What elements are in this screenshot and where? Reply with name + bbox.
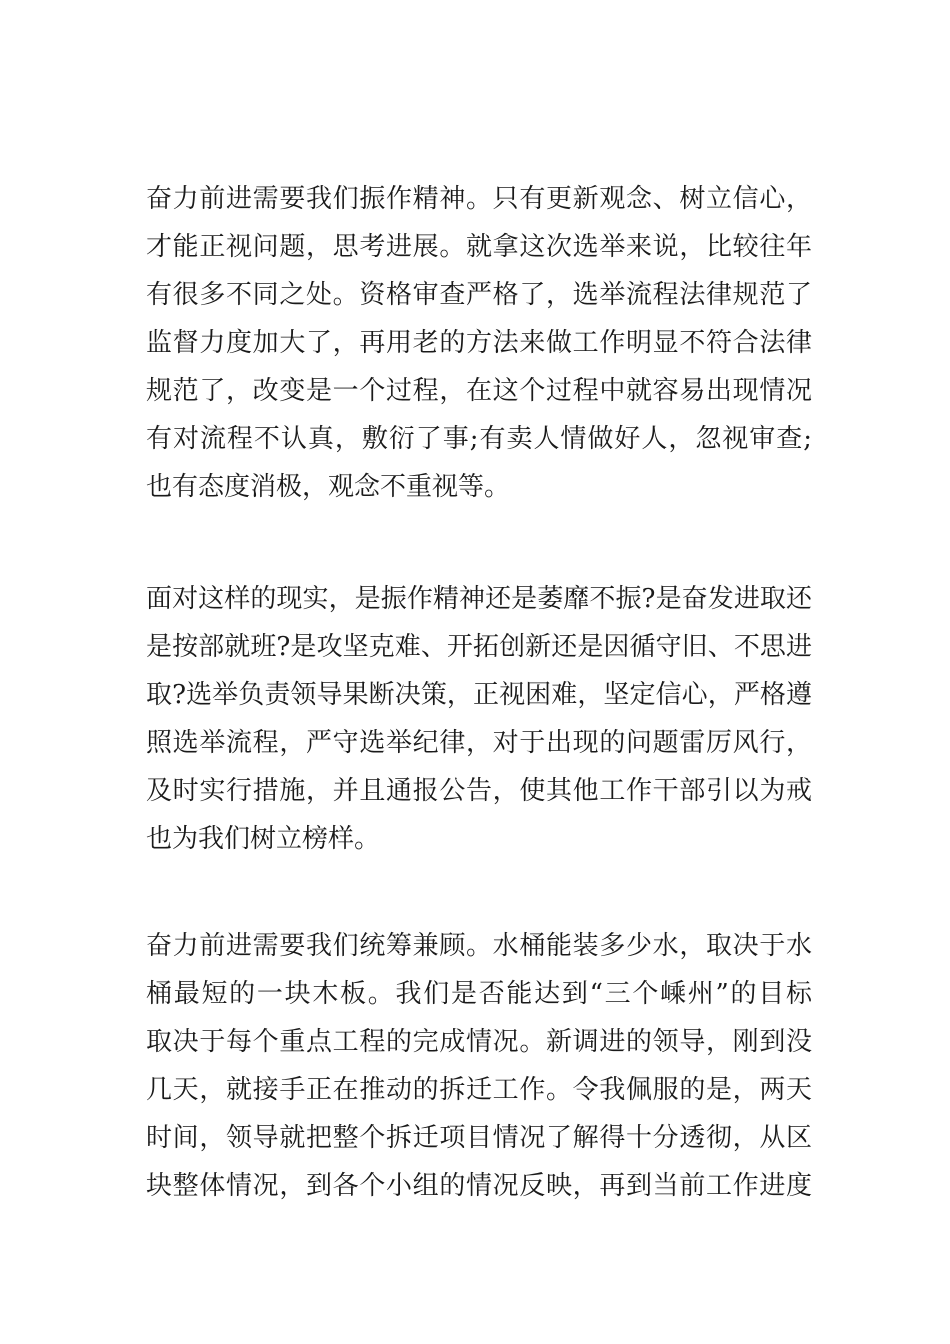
- text-line: 才能正视问题，思考进展。就拿这次选举来说，比较往年: [146, 232, 812, 262]
- text-line: 取?选举负责领导果断决策，正视困难，坚定信心，严格遵: [146, 680, 812, 710]
- paragraph-2: [146, 575, 812, 863]
- text-line: 规范了，改变是一个过程，在这个过程中就容易出现情况: [146, 376, 812, 406]
- text-line: 几天，就接手正在推动的拆迁工作。令我佩服的是，两天: [146, 1075, 812, 1105]
- text-line: 有很多不同之处。资格审查严格了，选举流程法律规范了: [146, 280, 812, 310]
- text-line: 面对这样的现实，是振作精神还是萎靡不振?是奋发进取还: [146, 584, 812, 614]
- text-line: 及时实行措施，并且通报公告，使其他工作干部引以为戒: [146, 776, 812, 806]
- paragraph-1: [146, 175, 812, 511]
- text-line: 也为我们树立榜样。: [146, 824, 381, 854]
- paragraph-3: [146, 922, 812, 1210]
- text-line: 取决于每个重点工程的完成情况。新调进的领导，刚到没: [146, 1027, 812, 1057]
- text-line: 照选举流程，严守选举纪律，对于出现的问题雷厉风行，: [146, 728, 812, 758]
- text-line: 是按部就班?是攻坚克难、开拓创新还是因循守旧、不思进: [146, 632, 812, 662]
- text-line: 也有态度消极，观念不重视等。: [146, 472, 511, 502]
- text-line: 奋力前进需要我们振作精神。只有更新观念、树立信心，: [146, 184, 812, 214]
- text-line: 块整体情况，到各个小组的情况反映，再到当前工作进度: [146, 1171, 812, 1201]
- text-line: 桶最短的一块木板。我们是否能达到“三个嵊州”的目标: [146, 979, 812, 1009]
- text-line: 监督力度加大了，再用老的方法来做工作明显不符合法律: [146, 328, 812, 358]
- text-line: 有对流程不认真，敷衍了事;有卖人情做好人，忽视审查;: [146, 424, 812, 454]
- text-line: 奋力前进需要我们统筹兼顾。水桶能装多少水，取决于水: [146, 931, 812, 961]
- text-line: 时间，领导就把整个拆迁项目情况了解得十分透彻，从区: [146, 1123, 812, 1153]
